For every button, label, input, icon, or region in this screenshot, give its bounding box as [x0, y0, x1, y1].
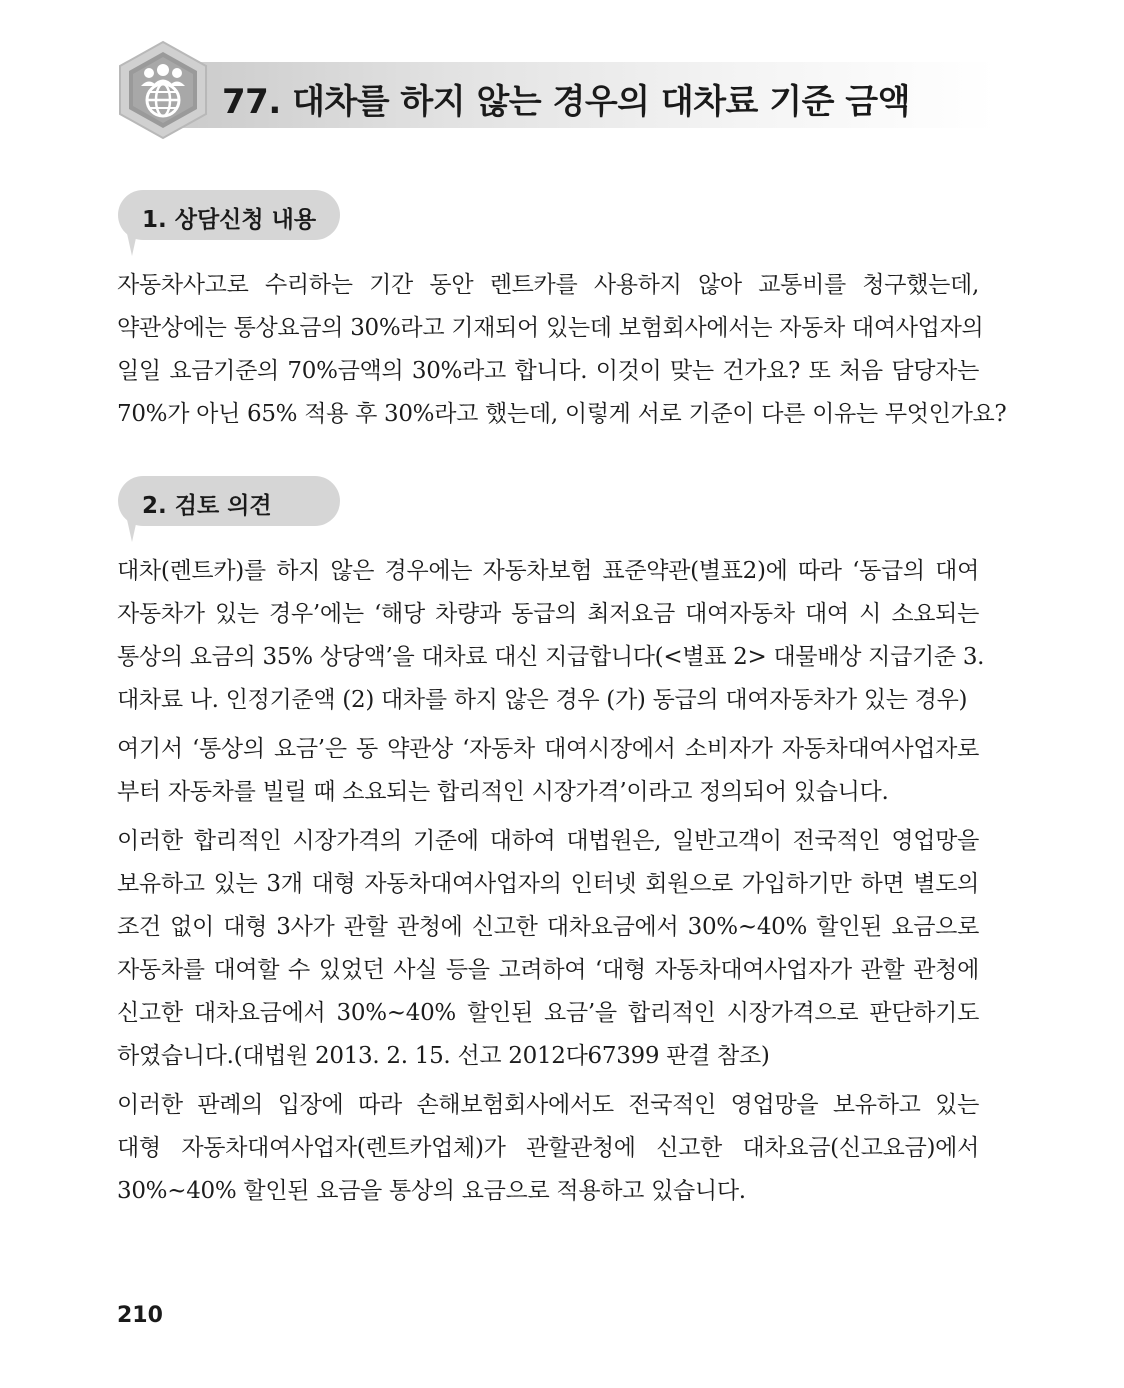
text-line: 보유하고 있는 3개 대형 자동차대여사업자의 인터넷 회원으로 가입하기만 하면 별도의: [117, 871, 979, 897]
text-line: 약관상에는 통상요금의 30%라고 기재되어 있는데 보험회사에서는 자동차 대여사업자의: [117, 315, 984, 341]
page-number: 210: [117, 1303, 163, 1328]
text-line: 대형 자동차대여사업자(렌트카업체)가 관할관청에 신고한 대차요금(신고요금)에서: [117, 1135, 979, 1161]
review-paragraph-1: [117, 550, 985, 722]
text-line: 이러한 판례의 입장에 따라 손해보험회사에서도 전국적인 영업망을 보유하고 있는: [117, 1092, 979, 1118]
page-title: 77. 대차를 하지 않는 경우의 대차료 기준 금액: [222, 82, 910, 122]
review-paragraph-4: [117, 1084, 979, 1213]
text-line: 70%가 아닌 65% 적용 후 30%라고 했는데, 이렇게 서로 기준이 다른 이유는 무엇인가요?: [117, 401, 1007, 427]
text-line: 부터 자동차를 빌릴 때 소요되는 합리적인 시장가격’이라고 정의되어 있습니다.: [117, 779, 889, 805]
chapter-header: [116, 40, 996, 140]
text-line: 일일 요금기준의 70%금액의 30%라고 합니다. 이것이 맞는 건가요? 또 처음 담당자는: [117, 358, 979, 384]
text-line: 하였습니다.(대법원 2013. 2. 15. 선고 2012다67399 판결 참조): [117, 1043, 770, 1069]
text-line: 대차(렌트카)를 하지 않은 경우에는 자동차보험 표준약관(별표2)에 따라 ‘동급의 대여: [117, 558, 979, 584]
section-heading: 1. 상담신청 내용: [142, 207, 317, 233]
text-line: 이러한 합리적인 시장가격의 기준에 대하여 대법원은, 일반고객이 전국적인 영업망을: [117, 828, 979, 854]
text-line: 신고한 대차요금에서 30%~40% 할인된 요금’을 합리적인 시장가격으로 판단하기도: [117, 1000, 979, 1026]
text-line: 대차료 나. 인정기준액 (2) 대차를 하지 않은 경우 (가) 동급의 대여자동차가 있는 경우): [117, 687, 968, 713]
section-label-review: [118, 476, 340, 526]
section-label-request: [118, 190, 340, 240]
text-line: 조건 없이 대형 3사가 관할 관청에 신고한 대차요금에서 30%~40% 할인된 요금으로: [117, 914, 979, 940]
section-heading: 2. 검토 의견: [142, 493, 272, 519]
people-globe-icon: [116, 40, 210, 140]
text-line: 자동차를 대여할 수 있었던 사실 등을 고려하여 ‘대형 자동차대여사업자가 관할 관청에: [117, 957, 979, 983]
review-paragraph-3: [117, 820, 979, 1078]
text-line: 자동차사고로 수리하는 기간 동안 렌트카를 사용하지 않아 교통비를 청구했는데,: [117, 272, 979, 298]
text-line: 여기서 ‘통상의 요금’은 동 약관상 ‘자동차 대여시장에서 소비자가 자동차대여사업자로: [117, 736, 979, 762]
review-paragraph-2: [117, 728, 979, 814]
text-line: 자동차가 있는 경우’에는 ‘해당 차량과 동급의 최저요금 대여자동차 대여 시 소요되는: [117, 601, 979, 627]
text-line: 통상의 요금의 35% 상당액’을 대차료 대신 지급합니다(<별표 2> 대물배상 지급기준 3.: [117, 644, 985, 670]
text-line: 30%~40% 할인된 요금을 통상의 요금으로 적용하고 있습니다.: [117, 1178, 746, 1204]
request-paragraph: [117, 264, 1007, 436]
